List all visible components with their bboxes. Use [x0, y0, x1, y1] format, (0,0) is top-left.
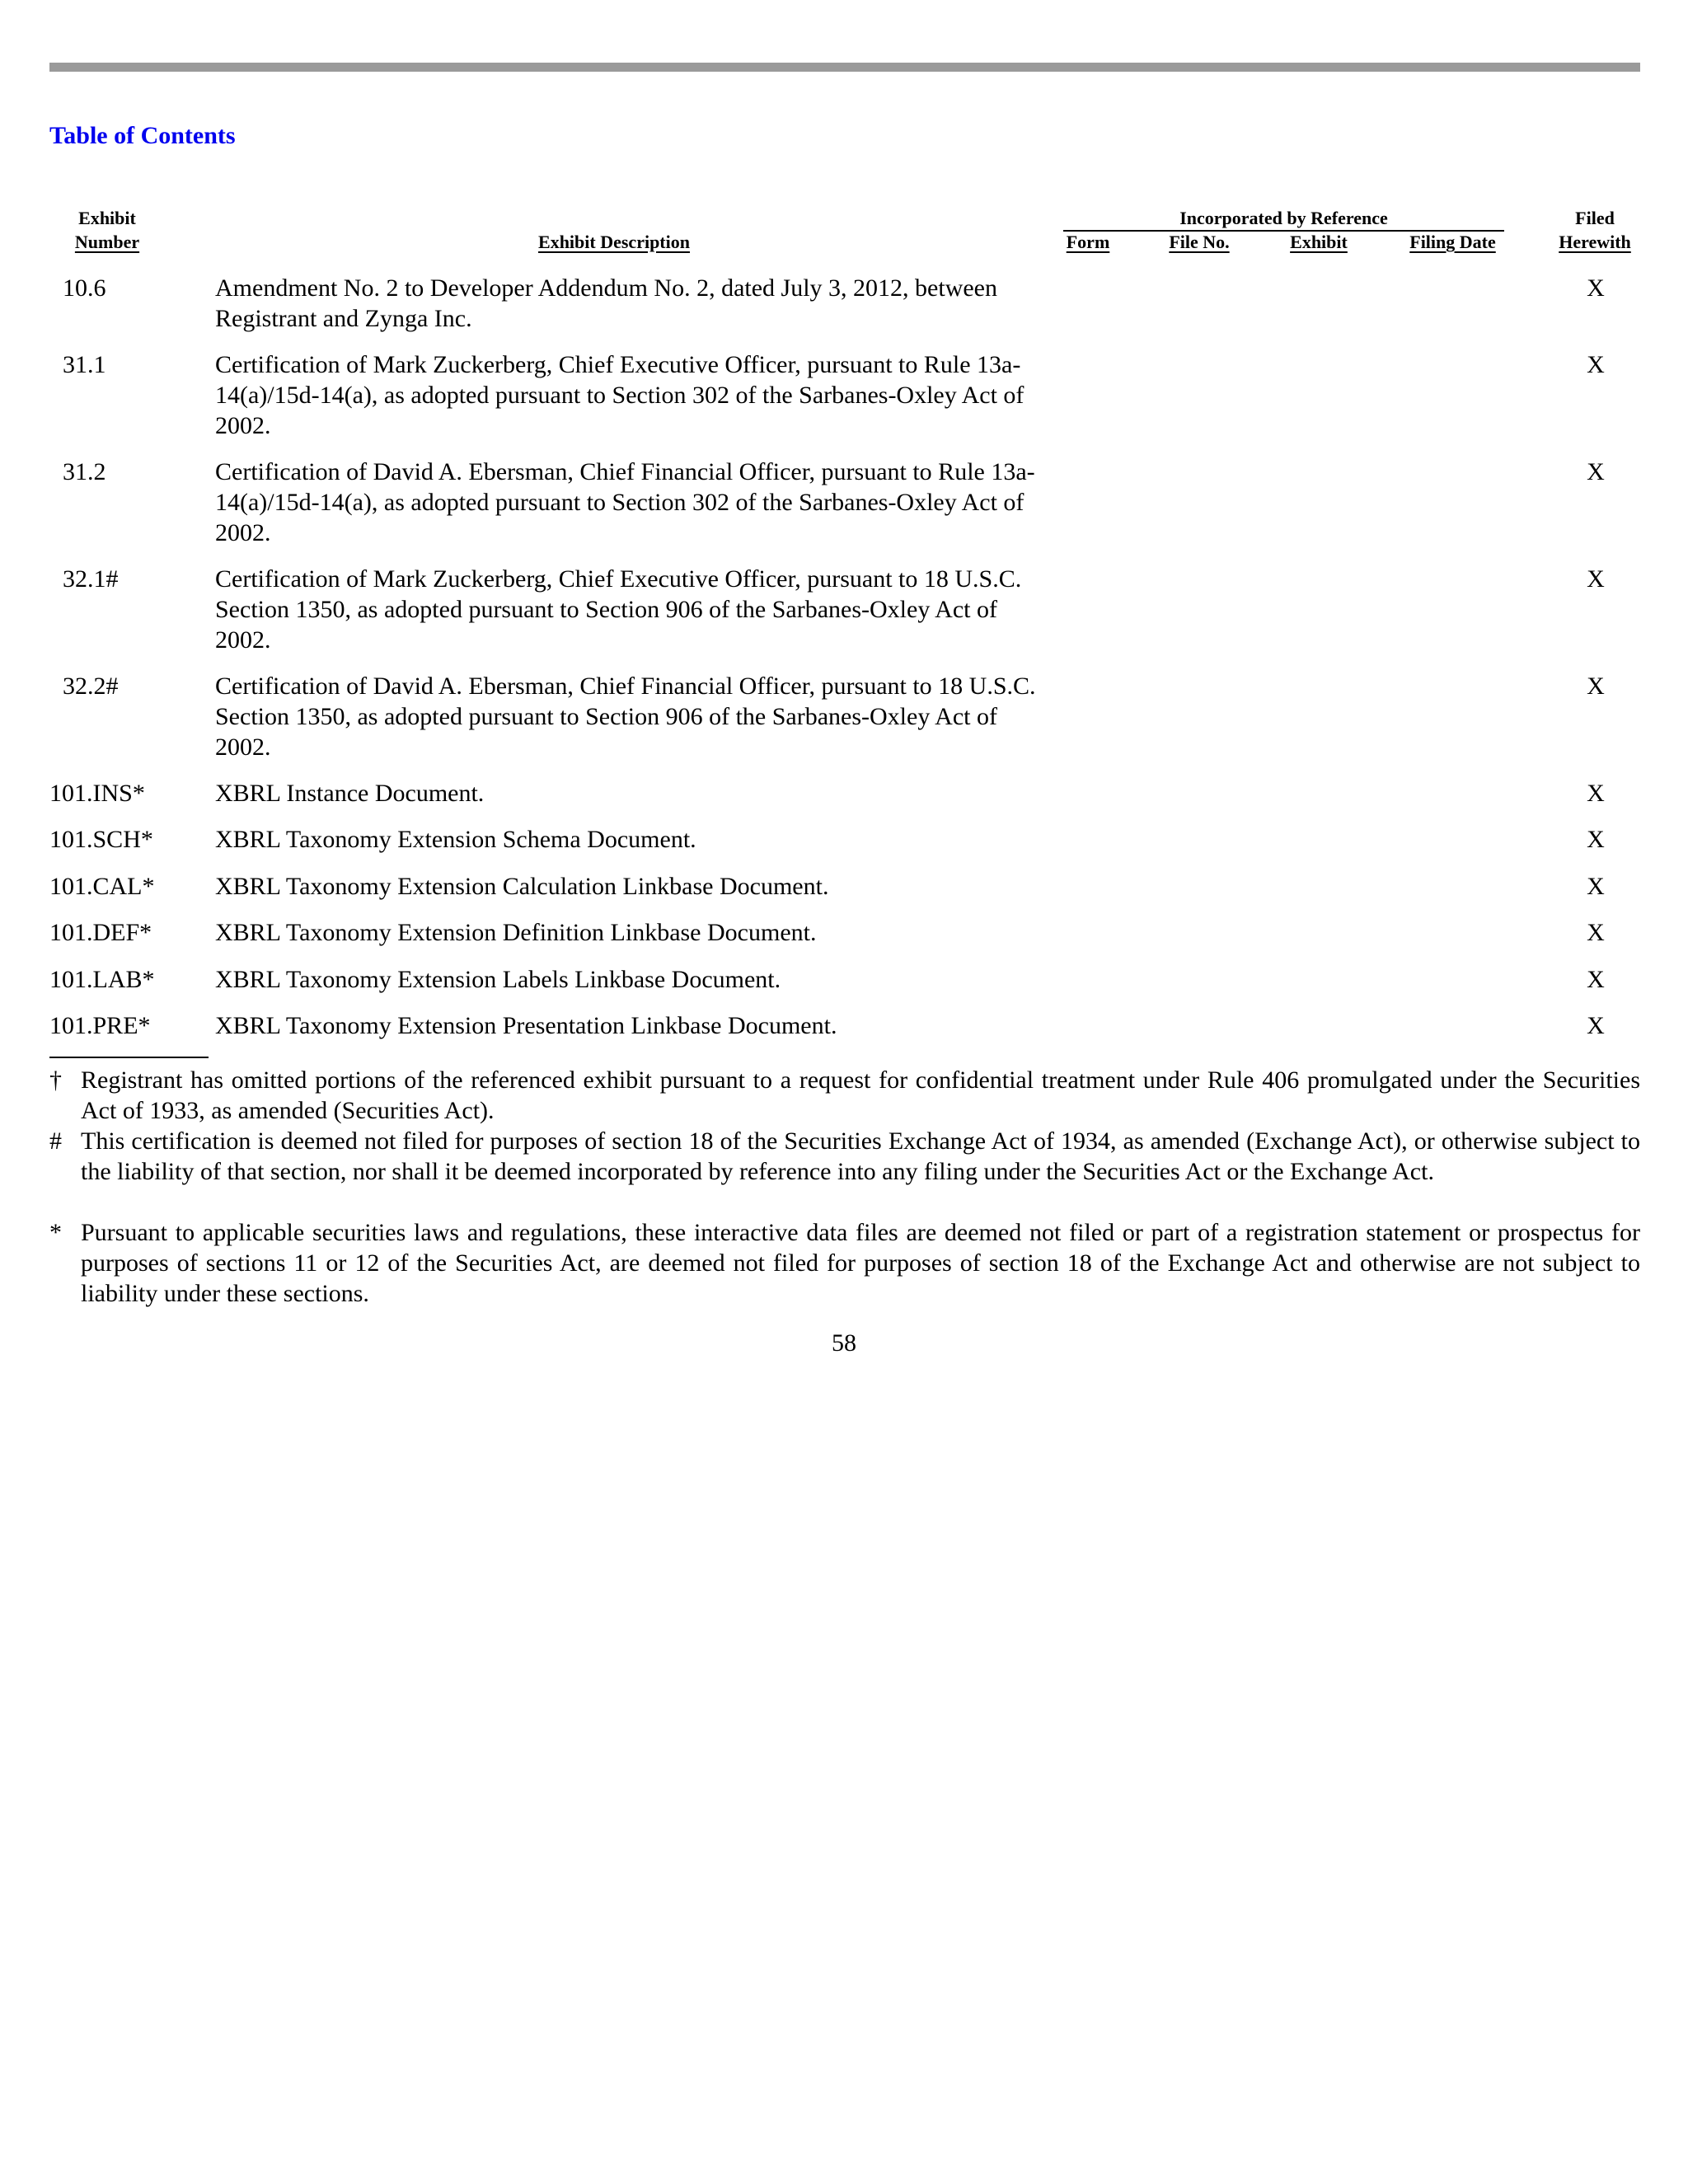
exhibit-number: 101.PRE* — [49, 1012, 151, 1039]
exhibit-description: XBRL Taxonomy Extension Presentation Linkbase Document. — [215, 1012, 837, 1039]
exhibit-description: XBRL Instance Document. — [215, 780, 485, 807]
exhibit-number: 31.2 — [63, 458, 106, 485]
footnote-text: Registrant has omitted portions of the referenced exhibit pursuant to a request for confidential treatment under Rule 406 promulgated under the Securities Act of 1933, as amended (Securities Act). — [81, 1066, 1640, 1124]
filed-herewith-mark: X — [1587, 673, 1605, 700]
col-header-exhibit-description: Exhibit Description — [538, 232, 690, 252]
footnote-mark: # — [49, 1127, 62, 1155]
exhibit-number: 101.CAL* — [49, 873, 155, 900]
exhibit-number: 101.INS* — [49, 780, 145, 807]
col-header-filing-date: Filing Date — [1409, 232, 1496, 252]
exhibit-number: 10.6 — [63, 274, 106, 302]
exhibit-description: XBRL Taxonomy Extension Definition Linkbase Document. — [215, 919, 817, 946]
col-header-file-no: File No. — [1169, 232, 1230, 252]
col-header-exhibit-number-line2: Number — [74, 232, 140, 252]
exhibit-number: 101.LAB* — [49, 966, 155, 993]
exhibit-description: Amendment No. 2 to Developer Addendum No. 2, dated July 3, 2012, between Registrant and Zynga Inc. — [215, 274, 997, 332]
filed-herewith-mark: X — [1587, 1012, 1605, 1039]
exhibit-description: XBRL Taxonomy Extension Calculation Linkbase Document. — [215, 873, 829, 900]
exhibit-description: Certification of Mark Zuckerberg, Chief Executive Officer, pursuant to Rule 13a-14(a)/15d-14(a), as adopted pursuant to Section 302 of the Sarbanes-Oxley Act of 2002. — [215, 351, 1025, 439]
page-number: 58 — [832, 1329, 856, 1357]
table-of-contents-link[interactable]: Table of Contents — [49, 122, 236, 149]
col-header-exhibit-number-line1: Exhibit — [78, 208, 136, 228]
footnote-mark: † — [49, 1066, 62, 1094]
footnote-text: This certification is deemed not filed for purposes of section 18 of the Securities Exchange Act of 1934, as amended (Exchange Act), or otherwise subject to the liability of that section, nor shall it be deemed incorporated by reference into any filing under the Securities Act or the Exchange Act. — [81, 1127, 1640, 1185]
footnote-divider — [49, 1057, 209, 1058]
col-header-incorporated-group: Incorporated by Reference — [1179, 208, 1388, 228]
footnote-dagger — [49, 1065, 1640, 1126]
exhibit-number: 32.1# — [63, 565, 119, 593]
col-header-filed-herewith — [1550, 206, 1640, 254]
footnote-hash — [49, 1126, 1640, 1217]
col-header-exhibit: Exhibit — [1290, 232, 1348, 252]
exhibit-description: Certification of Mark Zuckerberg, Chief Executive Officer, pursuant to 18 U.S.C. Section 1350, as adopted pursuant to Section 906 of the Sarbanes-Oxley Act of 2002. — [215, 565, 1022, 654]
exhibit-description: Certification of David A. Ebersman, Chief Financial Officer, pursuant to Rule 13a-14(a)/15d-14(a), as adopted pursuant to Section 302 of the Sarbanes-Oxley Act of 2002. — [215, 458, 1035, 546]
exhibit-number: 101.DEF* — [49, 919, 152, 946]
filed-herewith-mark: X — [1587, 274, 1605, 302]
filed-herewith-mark: X — [1587, 873, 1605, 900]
filed-herewith-mark: X — [1587, 565, 1605, 593]
exhibit-description: XBRL Taxonomy Extension Labels Linkbase Document. — [215, 966, 781, 993]
col-header-exhibit-number — [49, 206, 165, 254]
filed-herewith-mark: X — [1587, 780, 1605, 807]
exhibit-number: 32.2# — [63, 673, 119, 700]
filed-herewith-mark: X — [1587, 919, 1605, 946]
footnote-text: Pursuant to applicable securities laws and regulations, these interactive data files are deemed not filed or part of a registration statement or prospectus for purposes of sections 11 or 12 of the Securities Act, are deemed not filed for purposes of section 18 of the Exchange Act and otherwise are not subject to liability under these sections. — [81, 1219, 1640, 1307]
col-header-filed-line1: Filed — [1575, 208, 1615, 228]
footnote-mark: * — [49, 1219, 62, 1246]
exhibit-number: 31.1 — [63, 351, 106, 378]
col-header-form: Form — [1066, 232, 1110, 252]
col-header-filed-line2: Herewith — [1559, 232, 1631, 252]
exhibit-number: 101.SCH* — [49, 826, 153, 853]
filed-herewith-mark: X — [1587, 826, 1605, 853]
exhibit-description: XBRL Taxonomy Extension Schema Document. — [215, 826, 696, 853]
filed-herewith-mark: X — [1587, 458, 1605, 485]
filed-herewith-mark: X — [1587, 966, 1605, 993]
top-divider — [49, 63, 1640, 72]
filed-herewith-mark: X — [1587, 351, 1605, 378]
exhibit-description: Certification of David A. Ebersman, Chief Financial Officer, pursuant to 18 U.S.C. Section 1350, as adopted pursuant to Section 906 of the Sarbanes-Oxley Act of 2002. — [215, 673, 1036, 761]
footnote-asterisk — [49, 1217, 1640, 1309]
